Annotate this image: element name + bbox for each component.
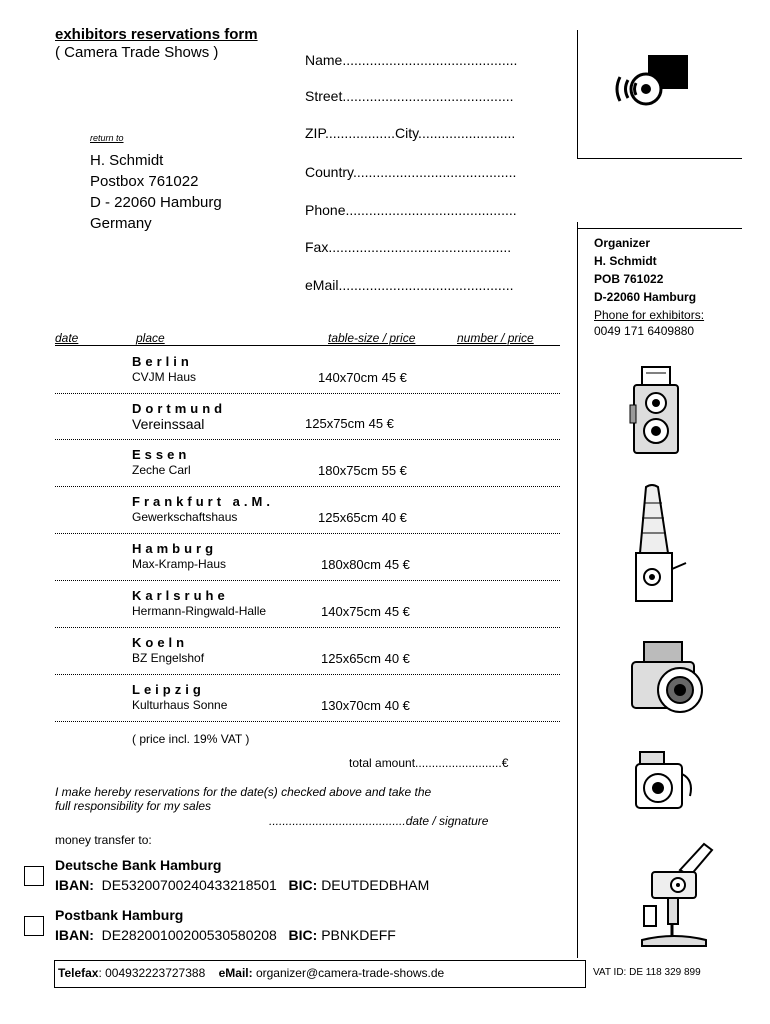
- row-venue: CVJM Haus: [132, 370, 197, 384]
- divider: [577, 228, 742, 229]
- bank-account: [55, 927, 396, 943]
- return-to-label: return to: [90, 133, 124, 143]
- iban-value: DE28200100200530580208: [101, 927, 277, 943]
- total-amount-field[interactable]: total amount..........................€: [349, 756, 509, 770]
- organizer-pob: POB 761022: [594, 272, 664, 286]
- column-header-date: date: [55, 331, 79, 345]
- phone-field[interactable]: Phone............................................: [305, 202, 517, 218]
- return-address-line: D - 22060 Hamburg: [90, 194, 222, 211]
- return-address-line: Germany: [90, 215, 152, 232]
- camera-logo-icon: [608, 55, 692, 115]
- row-venue: Vereinssaal: [132, 416, 205, 432]
- vat-id: VAT ID: DE 118 329 899: [593, 967, 701, 978]
- deutsche-bank-checkbox[interactable]: [24, 866, 44, 886]
- row-city: Essen: [132, 447, 191, 462]
- form-title: exhibitors reservations form: [55, 26, 258, 43]
- divider: [577, 222, 578, 958]
- row-venue: Hermann-Ringwald-Halle: [132, 604, 267, 618]
- row-venue: BZ Engelshof: [132, 651, 205, 665]
- row-venue: Gewerkschaftshaus: [132, 510, 238, 524]
- zip-city-field[interactable]: ZIP..................City.........................: [305, 125, 516, 141]
- row-size-price: 140x75cm 45 €: [321, 604, 410, 619]
- column-header-number: number / price: [457, 331, 534, 345]
- row-separator: [55, 439, 560, 440]
- divider: [577, 158, 742, 159]
- twin-lens-camera-icon: [628, 365, 684, 457]
- column-header-table-size: table-size / price: [328, 331, 416, 345]
- row-city: Leipzig: [132, 682, 205, 697]
- row-separator: [55, 486, 560, 487]
- bic-label: BIC:: [288, 927, 318, 943]
- row-size-price: 140x70cm 45 €: [318, 370, 407, 385]
- name-field[interactable]: Name.............................................: [305, 52, 518, 68]
- bank-name: Postbank Hamburg: [55, 907, 184, 923]
- footer-contact: [58, 966, 444, 980]
- bank-name: Deutsche Bank Hamburg: [55, 857, 222, 873]
- organizer-heading: Organizer: [594, 236, 651, 250]
- divider: [577, 30, 578, 158]
- bank-account: [55, 877, 429, 893]
- declaration-line: full responsibility for my sales: [55, 799, 212, 813]
- row-size-price: 180x75cm 55 €: [318, 463, 407, 478]
- row-size-price: 125x65cm 40 €: [318, 510, 407, 525]
- row-size-price: 180x80cm 45 €: [321, 557, 410, 572]
- iban-value: DE53200700240433218501: [101, 877, 277, 893]
- vat-note: ( price incl. 19% VAT ): [132, 732, 250, 746]
- signature-field[interactable]: .........................................date / signature: [269, 814, 489, 828]
- street-field[interactable]: Street............................................: [305, 88, 514, 104]
- country-field[interactable]: Country..........................................: [305, 164, 517, 180]
- row-size-price: 125x65cm 40 €: [321, 651, 410, 666]
- row-size-price: 125x75cm 45 €: [305, 416, 394, 431]
- row-city: Hamburg: [132, 541, 218, 556]
- medium-format-camera-icon: [624, 640, 716, 716]
- return-address-line: Postbox 761022: [90, 173, 199, 190]
- row-separator: [55, 393, 560, 394]
- organizer-phone-label: Phone for exhibitors:: [594, 308, 705, 322]
- organizer-name: H. Schmidt: [594, 254, 657, 268]
- row-size-price: 130x70cm 40 €: [321, 698, 410, 713]
- row-city: Frankfurt a.M.: [132, 494, 274, 509]
- row-separator: [55, 627, 560, 628]
- money-transfer-label: money transfer to:: [55, 833, 152, 847]
- row-city: Karlsruhe: [132, 588, 229, 603]
- fax-field[interactable]: Fax...............................................: [305, 239, 512, 255]
- column-header-place: place: [136, 331, 165, 345]
- return-address-line: H. Schmidt: [90, 152, 164, 169]
- row-separator: [55, 721, 560, 722]
- telefax-value: : 004932223727388: [98, 966, 206, 980]
- bellows-camera-icon: [622, 483, 690, 608]
- postbank-checkbox[interactable]: [24, 916, 44, 936]
- row-city: Dortmund: [132, 401, 227, 416]
- iban-label: IBAN:: [55, 927, 94, 943]
- declaration-line: I make hereby reservations for the date(s) checked above and take the: [55, 785, 432, 799]
- email-field[interactable]: eMail.............................................: [305, 277, 514, 293]
- iban-label: IBAN:: [55, 877, 94, 893]
- form-subtitle: ( Camera Trade Shows ): [55, 44, 219, 61]
- bic-value: DEUTDEDBHAM: [321, 877, 430, 893]
- header-rule: [55, 345, 560, 346]
- organizer-phone[interactable]: 0049 171 6409880: [594, 324, 695, 338]
- row-city: Berlin: [132, 354, 193, 369]
- bic-label: BIC:: [288, 877, 318, 893]
- row-separator: [55, 580, 560, 581]
- organizer-city: D-22060 Hamburg: [594, 290, 697, 304]
- row-city: Koeln: [132, 635, 189, 650]
- email-value[interactable]: organizer@camera-trade-shows.de: [255, 966, 445, 980]
- row-venue: Zeche Carl: [132, 463, 191, 477]
- microscope-icon: [634, 836, 718, 950]
- telefax-label: Telefax: [58, 966, 99, 980]
- email-label: eMail:: [218, 966, 253, 980]
- bic-value: PBNKDEFF: [321, 927, 396, 943]
- row-venue: Kulturhaus Sonne: [132, 698, 228, 712]
- row-separator: [55, 674, 560, 675]
- row-separator: [55, 533, 560, 534]
- row-venue: Max-Kramp-Haus: [132, 557, 227, 571]
- compact-camera-icon: [632, 750, 700, 812]
